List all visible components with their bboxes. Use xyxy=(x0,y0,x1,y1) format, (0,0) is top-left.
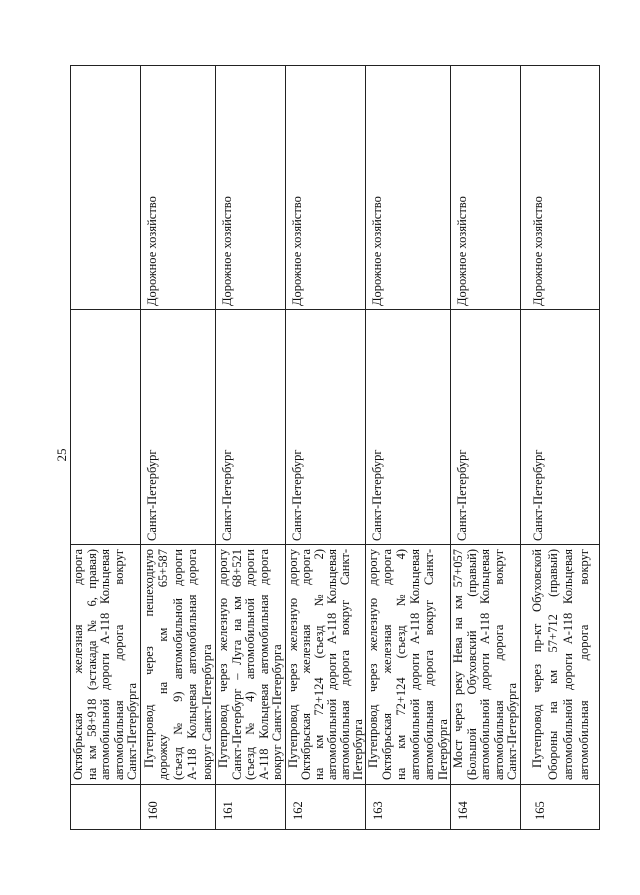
row-number-cell: 162 xyxy=(286,784,366,829)
table-row xyxy=(366,65,451,829)
table-row xyxy=(286,65,366,829)
description-line: автомобильная дорога вокруг xyxy=(111,549,126,780)
description-line: Санкт-Петербурга xyxy=(505,682,520,780)
description-line: А-118 Кольцевая автомобильная дорога xyxy=(185,549,200,780)
description-line: автомобильная дорога вокруг xyxy=(491,549,506,780)
sector-cell xyxy=(71,65,141,309)
description-line: вокруг Санкт-Петербурга xyxy=(199,644,214,780)
description-line: Путепровод через пр-кт Обуховской xyxy=(530,549,544,768)
location-cell: Санкт-Петербург xyxy=(141,309,216,544)
description-cell xyxy=(216,544,286,784)
description-line: автомобильной дороги А-118 Кольцевая xyxy=(478,549,493,780)
description-line: Октябрьская железная дорога xyxy=(299,549,314,780)
description-line: (съезд № 9) автомобильной дороги xyxy=(170,549,185,780)
description-cell xyxy=(141,544,216,784)
description-cell xyxy=(451,544,521,784)
description-line: (съезд № 4) автомобильной дороги xyxy=(243,549,258,780)
description-line: Санкт-Петербург – Луга на км 68+521 xyxy=(229,549,244,780)
row-number-cell: 160 xyxy=(141,784,216,829)
description-line: дорожку на км 65+587 xyxy=(156,549,171,780)
description-line: автомобильной дороги А-118 Кольцевая xyxy=(325,549,340,780)
rotated-table xyxy=(70,65,600,830)
description-line: на км 58+918 (эстакада № 6, правая) xyxy=(84,549,99,780)
description-line: Октябрьская железная дорога xyxy=(71,549,85,780)
table-row xyxy=(521,65,600,829)
table-row xyxy=(451,65,521,829)
description-line: Путепровод через железную дорогу xyxy=(216,549,230,768)
description-line: Октябрьская железная дорога xyxy=(379,549,394,780)
description-line: автомобильная дорога вокруг Санкт- xyxy=(338,549,353,780)
table-row xyxy=(141,65,216,829)
location-cell xyxy=(71,309,141,544)
page-number: 25 xyxy=(54,448,69,462)
sector-cell: Дорожное хозяйство xyxy=(521,65,600,309)
description-line: на км 72+124 (съезд № 2) xyxy=(312,549,327,780)
description-line: автомобильная дорога вокруг Санкт- xyxy=(421,549,436,780)
location-cell: Санкт-Петербург xyxy=(521,309,600,544)
description-line: А-118 Кольцевая автомобильная дорога xyxy=(256,549,271,780)
row-number-cell: 161 xyxy=(216,784,286,829)
description-line: Петербурга xyxy=(351,719,366,780)
description-cell xyxy=(521,544,600,784)
description-line: автомобильной дороги А-118 Кольцевая xyxy=(561,549,575,780)
row-number-cell xyxy=(71,784,141,829)
location-cell: Санкт-Петербург xyxy=(366,309,451,544)
description-line: Путепровод через железную дорогу xyxy=(366,549,380,768)
description-cell xyxy=(286,544,366,784)
description-line: Санкт-Петербурга xyxy=(125,682,140,780)
sector-cell: Дорожное хозяйство xyxy=(141,65,216,309)
row-number-cell: 164 xyxy=(451,784,521,829)
description-line: Путепровод через железную дорогу xyxy=(286,549,300,768)
table-row xyxy=(71,65,141,829)
table-frame xyxy=(70,65,600,830)
row-number-cell: 163 xyxy=(366,784,451,829)
sector-cell: Дорожное хозяйство xyxy=(451,65,521,309)
row-number-cell: 165 xyxy=(521,784,600,829)
description-line: (Большой Обуховский (правый) xyxy=(464,549,479,780)
location-cell: Санкт-Петербург xyxy=(216,309,286,544)
description-line: автомобильной дороги А-118 Кольцевая xyxy=(98,549,113,780)
description-line: автомобильная дорога вокруг xyxy=(576,549,591,780)
description-cell xyxy=(71,544,141,784)
location-cell: Санкт-Петербург xyxy=(286,309,366,544)
location-cell: Санкт-Петербург xyxy=(451,309,521,544)
description-line: Обороны на км 57+712 (правый) xyxy=(545,549,560,780)
description-line: вокруг Санкт-Петербурга xyxy=(270,644,285,780)
sector-cell: Дорожное хозяйство xyxy=(286,65,366,309)
description-line: автомобильной дороги А-118 Кольцевая xyxy=(407,549,422,780)
objects-table xyxy=(70,65,600,830)
description-line: Мост через реку Нева на км 57+057 xyxy=(451,549,465,768)
sector-cell: Дорожное хозяйство xyxy=(216,65,286,309)
description-cell xyxy=(366,544,451,784)
sector-cell: Дорожное хозяйство xyxy=(366,65,451,309)
description-line: Петербурга xyxy=(435,719,450,780)
table-row xyxy=(216,65,286,829)
description-line: Путепровод через пешеходную xyxy=(142,549,156,768)
description-line: на км 72+124 (съезд № 4) xyxy=(393,549,408,780)
